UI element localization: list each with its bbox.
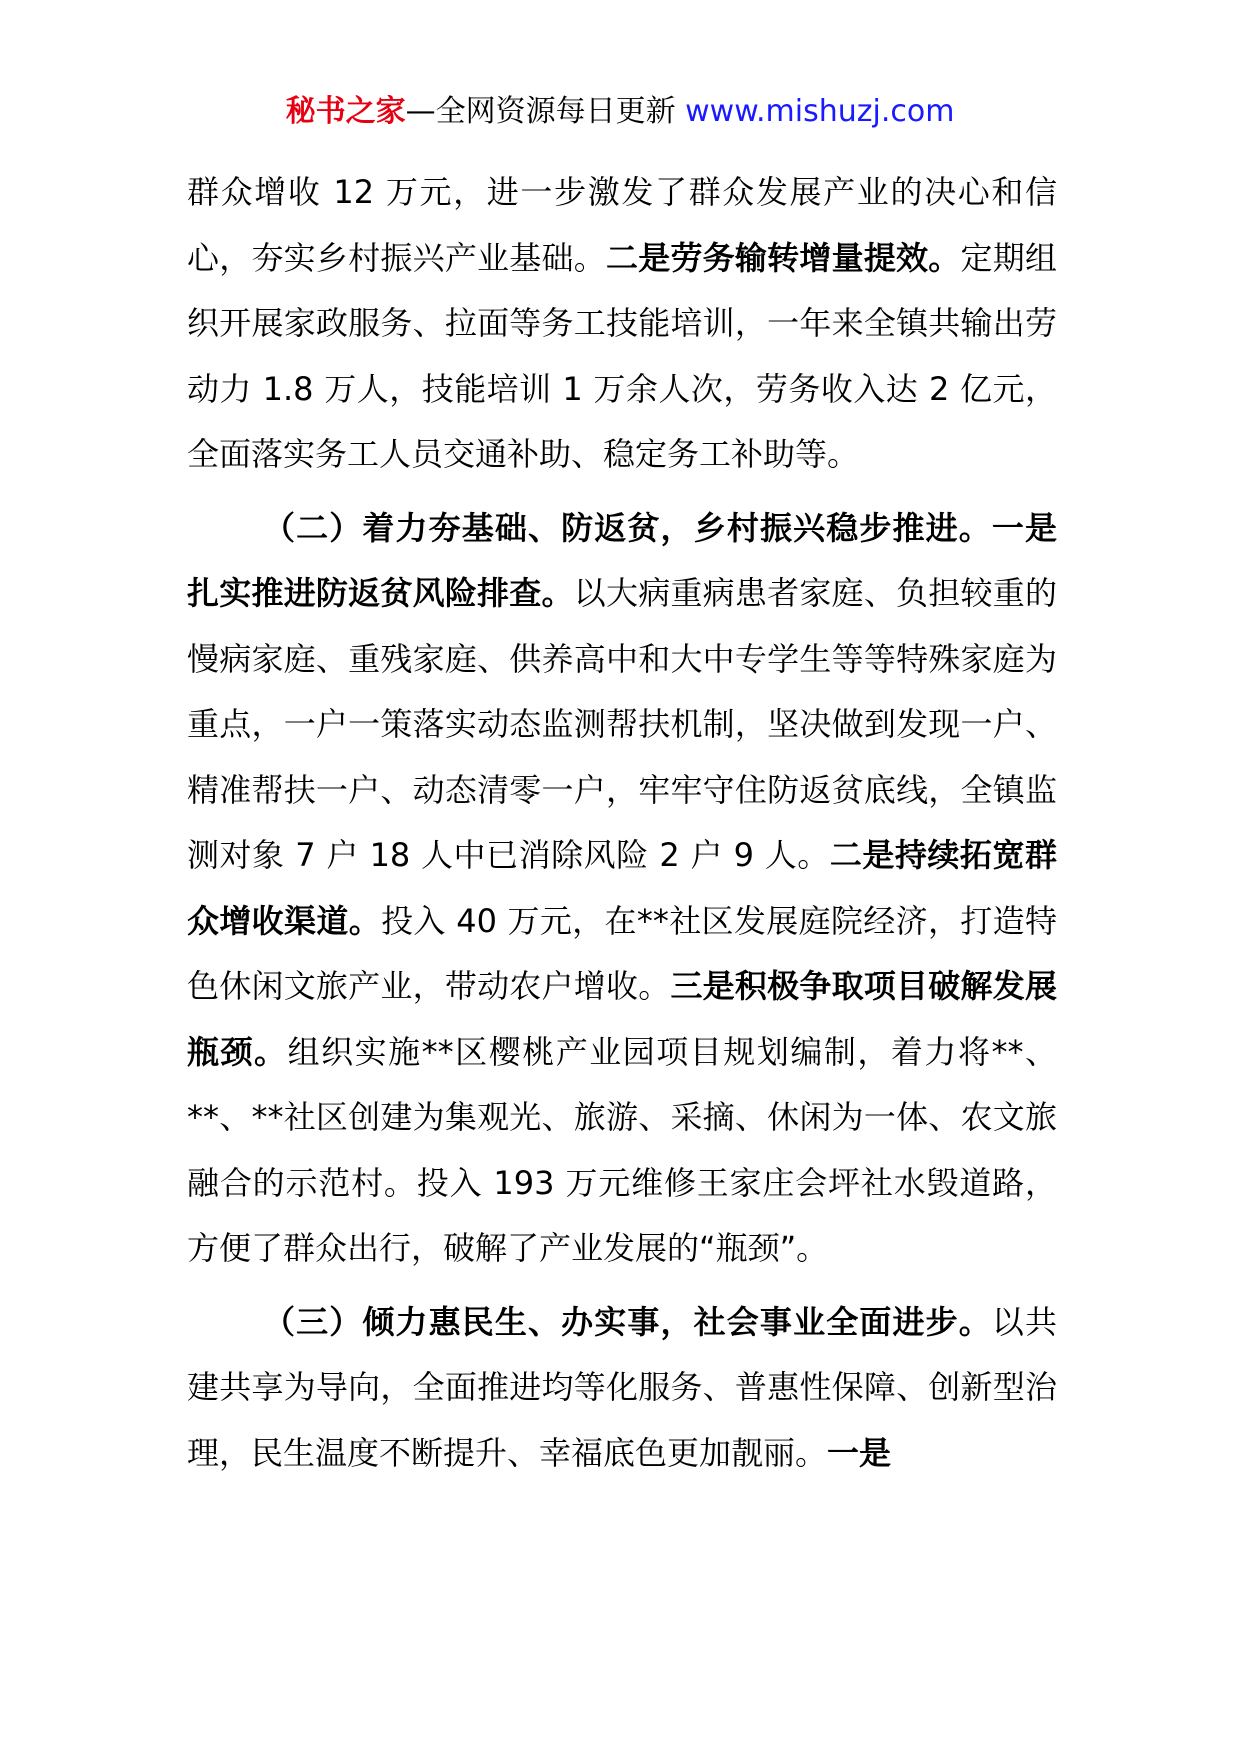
- section-heading: （二）着力夯基础、防返贫，乡村振兴稳步推进。一是扎实推进防返贫风险排查。: [187, 508, 1057, 612]
- site-header: [0, 92, 1240, 132]
- paragraph-text: 群众增收 12 万元，进一步激发了群众发展产业的决心和信心，夯实乡村振兴产业基础。: [187, 173, 1057, 277]
- paragraph-text: 组织实施**区樱桃产业园项目规划编制，着力将**、**、**社区创建为集观光、旅游、采摘、休闲为一体、农文旅融合的示范村。投入 193 万元维修王家庄会坪社水毁道路，方便了群众出行，破解了产业发展的“瓶颈”。: [187, 1032, 1057, 1267]
- document-body: [187, 160, 1057, 1486]
- bold-heading: 二是持续拓宽群众增收渠道。: [187, 836, 1057, 940]
- paragraph-text: 定期组织开展家政服务、拉面等务工技能培训，一年来全镇共输出劳动力 1.8 万人，技能培训 1 万余人次，劳务收入达 2 亿元，全面落实务工人员交通补助、稳定务工补助等。: [187, 238, 1057, 473]
- paragraph-2: [187, 496, 1057, 1282]
- bold-heading: 一是: [827, 1433, 892, 1472]
- bold-heading: 二是劳务输转增量提效。: [605, 238, 961, 277]
- paragraph-1: [187, 160, 1057, 488]
- section-heading: （三）倾力惠民生、办实事，社会事业全面进步。: [263, 1302, 992, 1341]
- site-url[interactable]: www.mishuzj.com: [685, 94, 955, 129]
- paragraph-text: 投入 40 万元，在**社区发展庭院经济，打造特色休闲文旅产业，带动农户增收。: [187, 901, 1057, 1005]
- header-slogan: —全网资源每日更新: [405, 94, 686, 129]
- paragraph-3: [187, 1290, 1057, 1487]
- paragraph-text: 以共建共享为导向，全面推进均等化服务、普惠性保障、创新型治理，民生温度不断提升、幸福底色更加靓丽。: [187, 1302, 1057, 1472]
- brand-name: 秘书之家: [285, 94, 406, 129]
- paragraph-text: 以大病重病患者家庭、负担较重的慢病家庭、重残家庭、供养高中和大中专学生等等特殊家庭为重点，一户一策落实动态监测帮扶机制，坚决做到发现一户、精准帮扶一户、动态清零一户，牢牢守住防返贫底线，全镇监测对象 7 户 18 人中已消除风险 2 户 9 人。: [187, 574, 1057, 874]
- bold-heading: 三是积极争取项目破解发展瓶颈。: [187, 967, 1057, 1071]
